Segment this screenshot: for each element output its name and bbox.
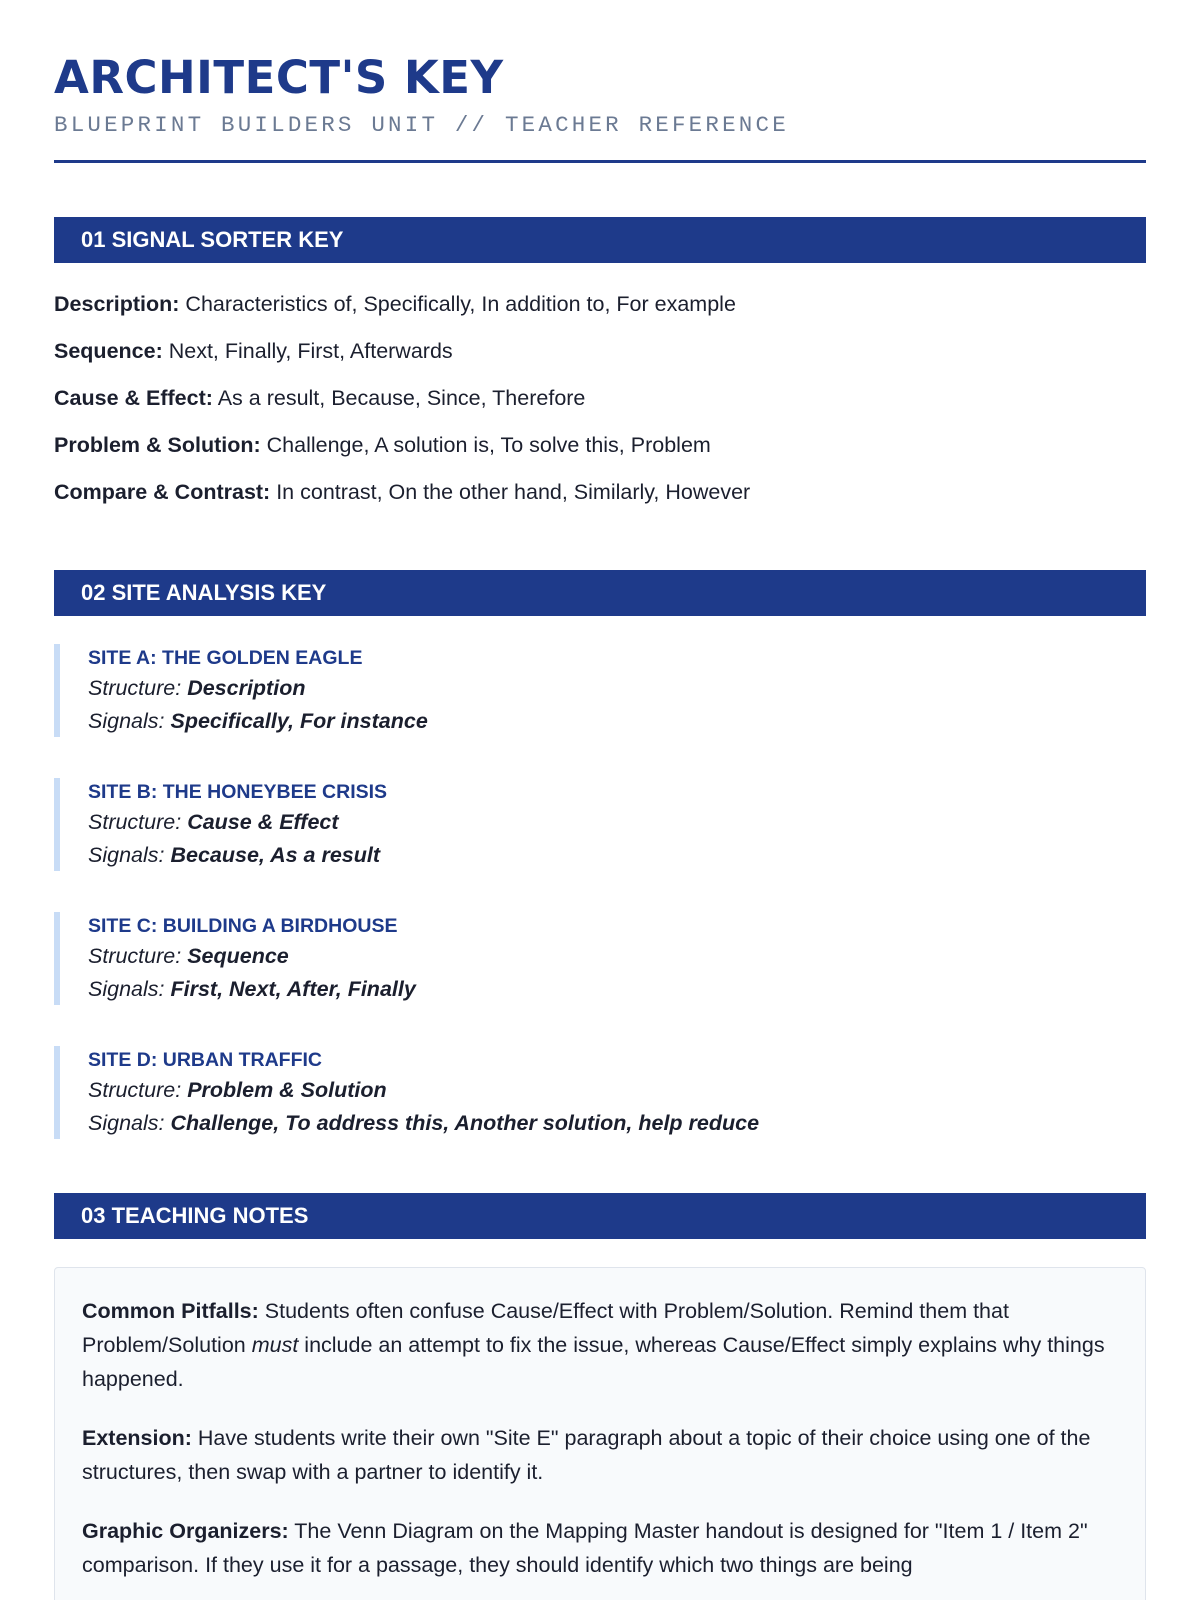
signal-row-words: In contrast, On the other hand, Similarly, However bbox=[276, 480, 751, 504]
note-label: Extension: bbox=[82, 1426, 192, 1450]
structure-value: Cause & Effect bbox=[187, 810, 339, 834]
signal-row-words: Next, Finally, First, Afterwards bbox=[168, 339, 453, 363]
note-text: The Venn Diagram on the Mapping Master handout is designed for "Item 1 / Item 2" comparison. If they use it for a passage, they should identify which two things are being bbox=[82, 1519, 1088, 1577]
signal-row-words: As a result, Because, Since, Therefore bbox=[217, 386, 586, 410]
section-heading-teaching-notes: 03 TEACHING NOTES bbox=[54, 1193, 1146, 1239]
signals-value: Because, As a result bbox=[170, 843, 381, 867]
note-label: Graphic Organizers: bbox=[82, 1519, 289, 1543]
structure-value: Sequence bbox=[187, 944, 289, 968]
site-signals-line bbox=[88, 839, 1146, 872]
structure-label: Structure: bbox=[88, 1078, 182, 1102]
signal-row-sequence bbox=[54, 328, 1146, 375]
signals-label: Signals: bbox=[88, 709, 165, 733]
note-text: Have students write their own "Site E" paragraph about a topic of their choice using one of the structures, then swap with a partner to identify it. bbox=[82, 1426, 1091, 1484]
structure-value: Problem & Solution bbox=[187, 1078, 387, 1102]
site-signals-line bbox=[88, 1107, 1146, 1140]
signals-value: Challenge, To address this, Another solution, help reduce bbox=[170, 1111, 760, 1135]
page-title: ARCHITECT'S KEY bbox=[54, 51, 504, 104]
signal-row-label: Description: bbox=[54, 292, 180, 316]
title-divider bbox=[54, 160, 1146, 163]
site-signals-line bbox=[88, 705, 1146, 738]
signals-value: First, Next, After, Finally bbox=[170, 977, 416, 1001]
signal-row-problem-solution bbox=[54, 422, 1146, 469]
note-common-pitfalls bbox=[82, 1294, 1118, 1396]
site-title: SITE C: BUILDING A BIRDHOUSE bbox=[88, 915, 398, 937]
site-card-b bbox=[54, 778, 1146, 871]
teaching-notes-box bbox=[54, 1267, 1146, 1600]
signal-sorter-list bbox=[54, 281, 1146, 516]
page-subtitle: BLUEPRINT BUILDERS UNIT // TEACHER REFERENCE bbox=[54, 112, 789, 138]
signal-row-compare-contrast bbox=[54, 469, 1146, 516]
structure-value: Description bbox=[187, 676, 306, 700]
signal-row-words: Challenge, A solution is, To solve this, Problem bbox=[266, 433, 711, 457]
signals-value: Specifically, For instance bbox=[170, 709, 428, 733]
site-card-a bbox=[54, 644, 1146, 737]
signal-row-description bbox=[54, 281, 1146, 328]
site-title: SITE D: URBAN TRAFFIC bbox=[88, 1049, 322, 1071]
note-text: Students often confuse Cause/Effect with Problem/Solution. Remind them that Problem/Solution bbox=[82, 1299, 1009, 1357]
site-card-c bbox=[54, 912, 1146, 1005]
site-card-d bbox=[54, 1046, 1146, 1139]
signal-row-cause-effect bbox=[54, 375, 1146, 422]
signals-label: Signals: bbox=[88, 1111, 165, 1135]
site-signals-line bbox=[88, 973, 1146, 1006]
note-graphic-organizers bbox=[82, 1514, 1118, 1582]
signal-row-label: Sequence: bbox=[54, 339, 163, 363]
site-structure-line bbox=[88, 672, 1146, 705]
site-structure-line bbox=[88, 940, 1146, 973]
site-structure-line bbox=[88, 806, 1146, 839]
site-analysis-list bbox=[54, 644, 1146, 1139]
structure-label: Structure: bbox=[88, 810, 182, 834]
note-emphasis: must bbox=[251, 1333, 299, 1357]
structure-label: Structure: bbox=[88, 944, 182, 968]
structure-label: Structure: bbox=[88, 676, 182, 700]
section-heading-site-analysis: 02 SITE ANALYSIS KEY bbox=[54, 570, 1146, 616]
section-heading-signal-sorter: 01 SIGNAL SORTER KEY bbox=[54, 217, 1146, 263]
site-title: SITE A: THE GOLDEN EAGLE bbox=[88, 647, 363, 669]
signal-row-label: Cause & Effect: bbox=[54, 386, 213, 410]
note-label: Common Pitfalls: bbox=[82, 1299, 259, 1323]
signal-row-label: Problem & Solution: bbox=[54, 433, 261, 457]
signals-label: Signals: bbox=[88, 843, 165, 867]
note-extension bbox=[82, 1421, 1118, 1489]
signal-row-words: Characteristics of, Specifically, In addition to, For example bbox=[185, 292, 736, 316]
site-structure-line bbox=[88, 1074, 1146, 1107]
signal-row-label: Compare & Contrast: bbox=[54, 480, 271, 504]
note-text: include an attempt to fix the issue, whereas Cause/Effect simply explains why things happened. bbox=[82, 1333, 1105, 1391]
site-title: SITE B: THE HONEYBEE CRISIS bbox=[88, 781, 388, 803]
signals-label: Signals: bbox=[88, 977, 165, 1001]
